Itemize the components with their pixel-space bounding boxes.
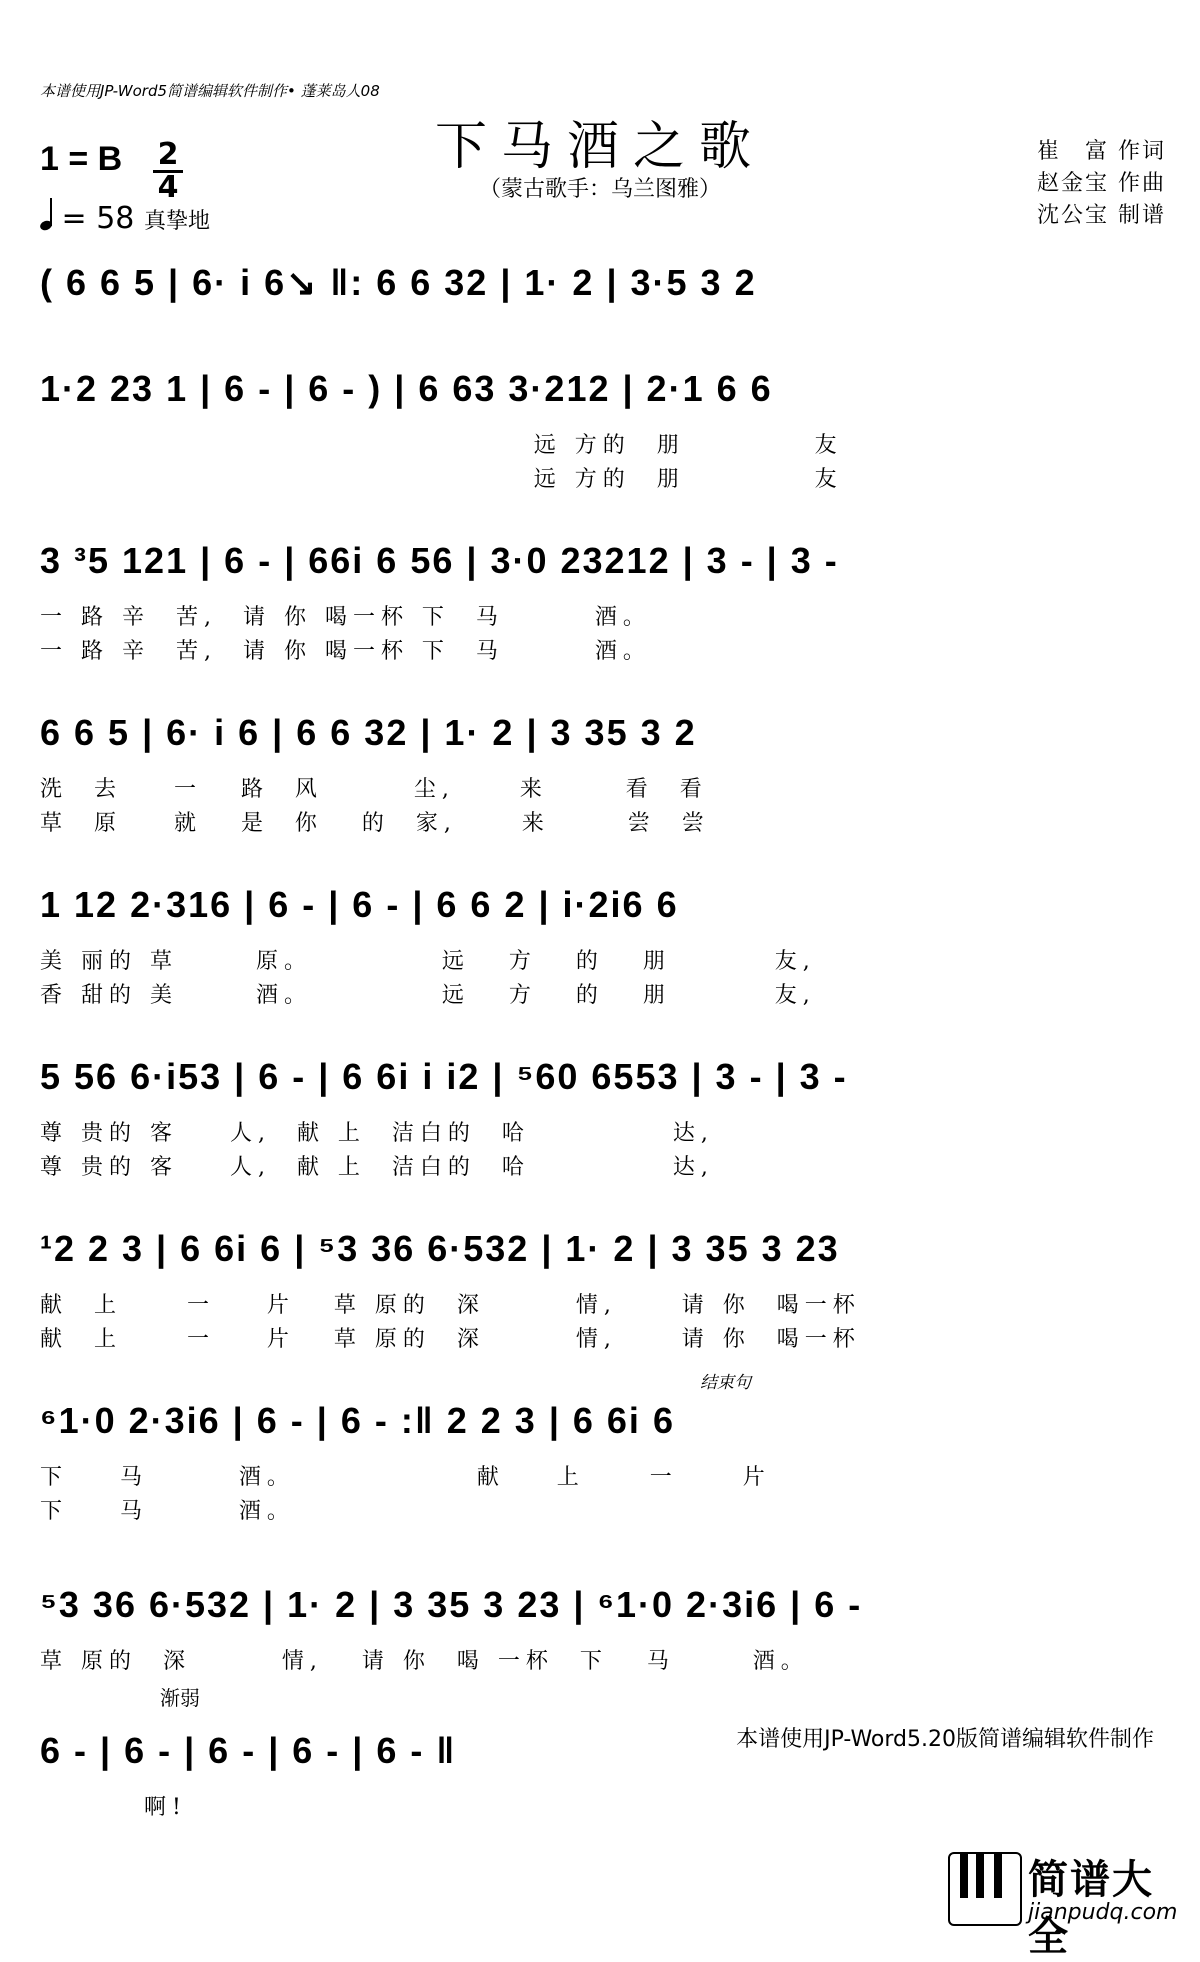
piano-icon bbox=[948, 1852, 1022, 1926]
tempo-marking bbox=[40, 198, 210, 236]
lyric-line-2: 远 方的 朋 友 bbox=[40, 467, 843, 492]
lyric-line-2: 尊 贵的 客 人, 献 上 洁白的 哈 达, bbox=[40, 1155, 714, 1180]
tempo-value: = 58 bbox=[61, 201, 135, 236]
quarter-note-icon bbox=[39, 219, 53, 232]
notation-row: 1·2 23 1 | 6 - | 6 - ) | 6 63 3·212 | 2·1 6 6 bbox=[40, 368, 773, 409]
time-top: 2 bbox=[157, 137, 179, 172]
credits bbox=[1037, 136, 1166, 232]
dim-mark: 渐弱 bbox=[160, 1686, 200, 1710]
notation-row: 3 ³5 121 | 6 - | 66i 6 56 | 3·0 23212 | 3 - | 3 - bbox=[40, 540, 839, 581]
notation-row: 6 - | 6 - | 6 - | 6 - | 6 - ‖ bbox=[40, 1730, 457, 1771]
lyric-line-1: 献 上 一 片 草 原的 深 情, 请 你 喝一杯 bbox=[40, 1293, 861, 1318]
time-signature bbox=[155, 137, 181, 205]
lyric-line-1: 洗 去 一 路 风 尘, 来 看 看 bbox=[40, 777, 708, 802]
software-credit-top: 本谱使用JP-Word5简谱编辑软件制作• 蓬莱岛人08 bbox=[40, 82, 380, 100]
lyric-line-1: 下 马 酒。 献 上 一 片 bbox=[40, 1465, 771, 1490]
notation-row: ¹2 2 3 | 6 6i 6 | ⁵3 36 6·532 | 1· 2 | 3 35 3 23 bbox=[40, 1228, 840, 1269]
lyric-line-2: 下 马 酒。 bbox=[40, 1499, 295, 1524]
notation-row: 6 6 5 | 6· i 6 | 6 6 32 | 1· 2 | 3 35 3 2 bbox=[40, 712, 697, 753]
lyric-line-2: 献 上 一 片 草 原的 深 情, 请 你 喝一杯 bbox=[40, 1327, 861, 1352]
notation-row: ( 6 6 5 | 6· i 6↘ ‖: 6 6 32 | 1· 2 | 3·5 3 2 bbox=[40, 262, 757, 303]
notation-row: 5 56 6·i53 | 6 - | 6 6i i i2 | ⁵60 6553 | 3 - | 3 - bbox=[40, 1056, 848, 1097]
lyric-line-2: 草 原 就 是 你 的 家, 来 尝 尝 bbox=[40, 811, 710, 836]
lyric-line-2: 香 甜的 美 酒。 远 方 的 朋 友, bbox=[40, 983, 816, 1008]
brand-url: jianpudq.com bbox=[1028, 1900, 1178, 1925]
site-logo bbox=[948, 1848, 1178, 1960]
time-bottom: 4 bbox=[157, 170, 179, 205]
lyric-line-1: 啊! bbox=[40, 1795, 187, 1820]
notation-row: ⁵3 36 6·532 | 1· 2 | 3 35 3 23 | ⁶1·0 2·3i6 | 6 - bbox=[40, 1584, 863, 1625]
lyricist: 崔 富 作词 bbox=[1037, 139, 1166, 164]
composer: 赵金宝 作曲 bbox=[1037, 171, 1166, 196]
lyric-line-1: 远 方的 朋 友 bbox=[40, 433, 843, 458]
mood-marking: 真挚地 bbox=[143, 209, 210, 234]
lyric-line-1: 尊 贵的 客 人, 献 上 洁白的 哈 达, bbox=[40, 1121, 714, 1146]
key-signature: 1 = B bbox=[40, 140, 123, 178]
notation-row: ⁶1·0 2·3i6 | 6 - | 6 - :‖ 2 2 3 | 6 6i 6 bbox=[40, 1400, 675, 1441]
lyric-line-1: 美 丽的 草 原。 远 方 的 朋 友, bbox=[40, 949, 816, 974]
coda-mark: 结束句 bbox=[700, 1373, 751, 1393]
brand-name: 简谱大全 bbox=[1028, 1857, 1154, 1960]
lyric-line-1: 草 原的 深 情, 请 你 喝 一杯 下 马 酒。 bbox=[40, 1649, 809, 1674]
song-subtitle: （蒙古歌手：乌兰图雅） bbox=[478, 177, 721, 202]
software-credit-bottom: 本谱使用JP-Word5.20版简谱编辑软件制作 bbox=[736, 1727, 1154, 1752]
lyric-line-2: 一 路 辛 苦, 请 你 喝一杯 下 马 酒。 bbox=[40, 639, 651, 664]
arranger: 沈公宝 制谱 bbox=[1037, 203, 1166, 228]
notation-row: 1 12 2·316 | 6 - | 6 - | 6 6 2 | i·2i6 6 bbox=[40, 884, 679, 925]
lyric-line-1: 一 路 辛 苦, 请 你 喝一杯 下 马 酒。 bbox=[40, 605, 651, 630]
song-title: 下马酒之歌 bbox=[434, 117, 765, 177]
